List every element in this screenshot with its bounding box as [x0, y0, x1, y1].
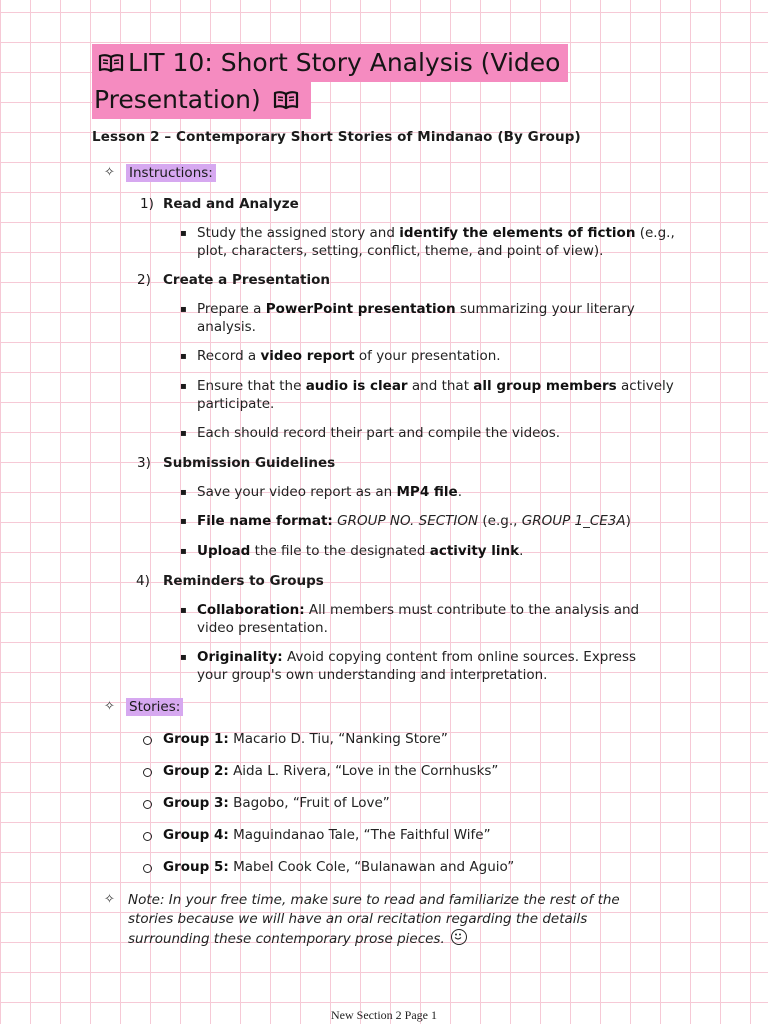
square-bullet-icon: ▪: [180, 605, 187, 616]
story-item: Group 3: Bagobo, “Fruit of Love”: [163, 795, 390, 811]
square-bullet-icon: ▪: [180, 428, 187, 439]
circle-bullet-icon: [143, 768, 152, 777]
four-point-star-icon: ✧: [104, 165, 115, 180]
bullet-text: Upload the file to the designated activity link.: [197, 543, 524, 559]
circle-bullet-icon: [143, 864, 152, 873]
four-point-star-icon: ✧: [104, 892, 115, 907]
bullet-text: Prepare a PowerPoint presentation summarizing your literary analysis.: [197, 301, 635, 335]
bullet-text: Each should record their part and compile the videos.: [197, 425, 561, 441]
bullet-text: Ensure that the audio is clear and that all group members actively participate.: [197, 378, 674, 412]
step-number: 4): [136, 573, 150, 589]
story-item: Group 2: Aida L. Rivera, “Love in the Cornhusks”: [163, 763, 499, 779]
title-highlight: [92, 44, 568, 82]
story-item: Group 1: Macario D. Tiu, “Nanking Store”: [163, 731, 448, 747]
circle-bullet-icon: [143, 800, 152, 809]
square-bullet-icon: ▪: [180, 351, 187, 362]
bullet-text: Record a video report of your presentation.: [197, 348, 501, 364]
stories-label: Stories:: [126, 698, 183, 716]
lesson-heading: Lesson 2 – Contemporary Short Stories of Mindanao (By Group): [92, 129, 581, 145]
square-bullet-icon: ▪: [180, 228, 187, 239]
circle-bullet-icon: [143, 832, 152, 841]
step-number: 1): [140, 196, 154, 212]
step-heading: Create a Presentation: [163, 272, 330, 288]
square-bullet-icon: ▪: [180, 546, 187, 557]
story-item: Group 4: Maguindanao Tale, “The Faithful Wife”: [163, 827, 491, 843]
title-line1: LIT 10: Short Story Analysis (Video: [128, 48, 561, 77]
instructions-label: Instructions:: [126, 164, 216, 182]
circle-bullet-icon: [143, 736, 152, 745]
step-number: 2): [137, 272, 151, 288]
step-number: 3): [137, 455, 151, 471]
four-point-star-icon: ✧: [104, 699, 115, 714]
title-highlight-2: [92, 81, 311, 119]
bullet-text: Originality: Avoid copying content from online sources. Express your group's own understanding and interpretation.: [197, 649, 637, 683]
note-text: Note: In your free time, make sure to read and familiarize the rest of the stories because we will have an oral recitation regarding the details surrounding these contemporary prose pieces.: [128, 892, 620, 947]
square-bullet-icon: ▪: [180, 304, 187, 315]
square-bullet-icon: ▪: [180, 652, 187, 663]
square-bullet-icon: ▪: [180, 516, 187, 527]
square-bullet-icon: ▪: [180, 381, 187, 392]
open-book-icon: [273, 90, 299, 110]
step-heading: Submission Guidelines: [163, 455, 336, 471]
square-bullet-icon: ▪: [180, 487, 187, 498]
page-footer: New Section 2 Page 1: [331, 1008, 437, 1022]
story-item: Group 5: Mabel Cook Cole, “Bulanawan and Aguio”: [163, 859, 515, 875]
bullet-text: Save your video report as an MP4 file.: [197, 484, 462, 500]
step-heading: Reminders to Groups: [163, 573, 324, 589]
bullet-text: File name format: GROUP NO. SECTION (e.g., GROUP 1_CE3A): [197, 513, 631, 529]
bullet-text: Study the assigned story and identify the elements of fiction (e.g., plot, characters, setting, conflict, theme, and point of view).: [197, 225, 675, 259]
page-title: [92, 44, 568, 119]
smiling-face-icon: [451, 929, 467, 945]
open-book-icon: [98, 53, 124, 73]
title-line2: Presentation): [94, 85, 261, 114]
bullet-text: Collaboration: All members must contribute to the analysis and video presentation.: [197, 602, 640, 636]
step-heading: Read and Analyze: [163, 196, 299, 212]
